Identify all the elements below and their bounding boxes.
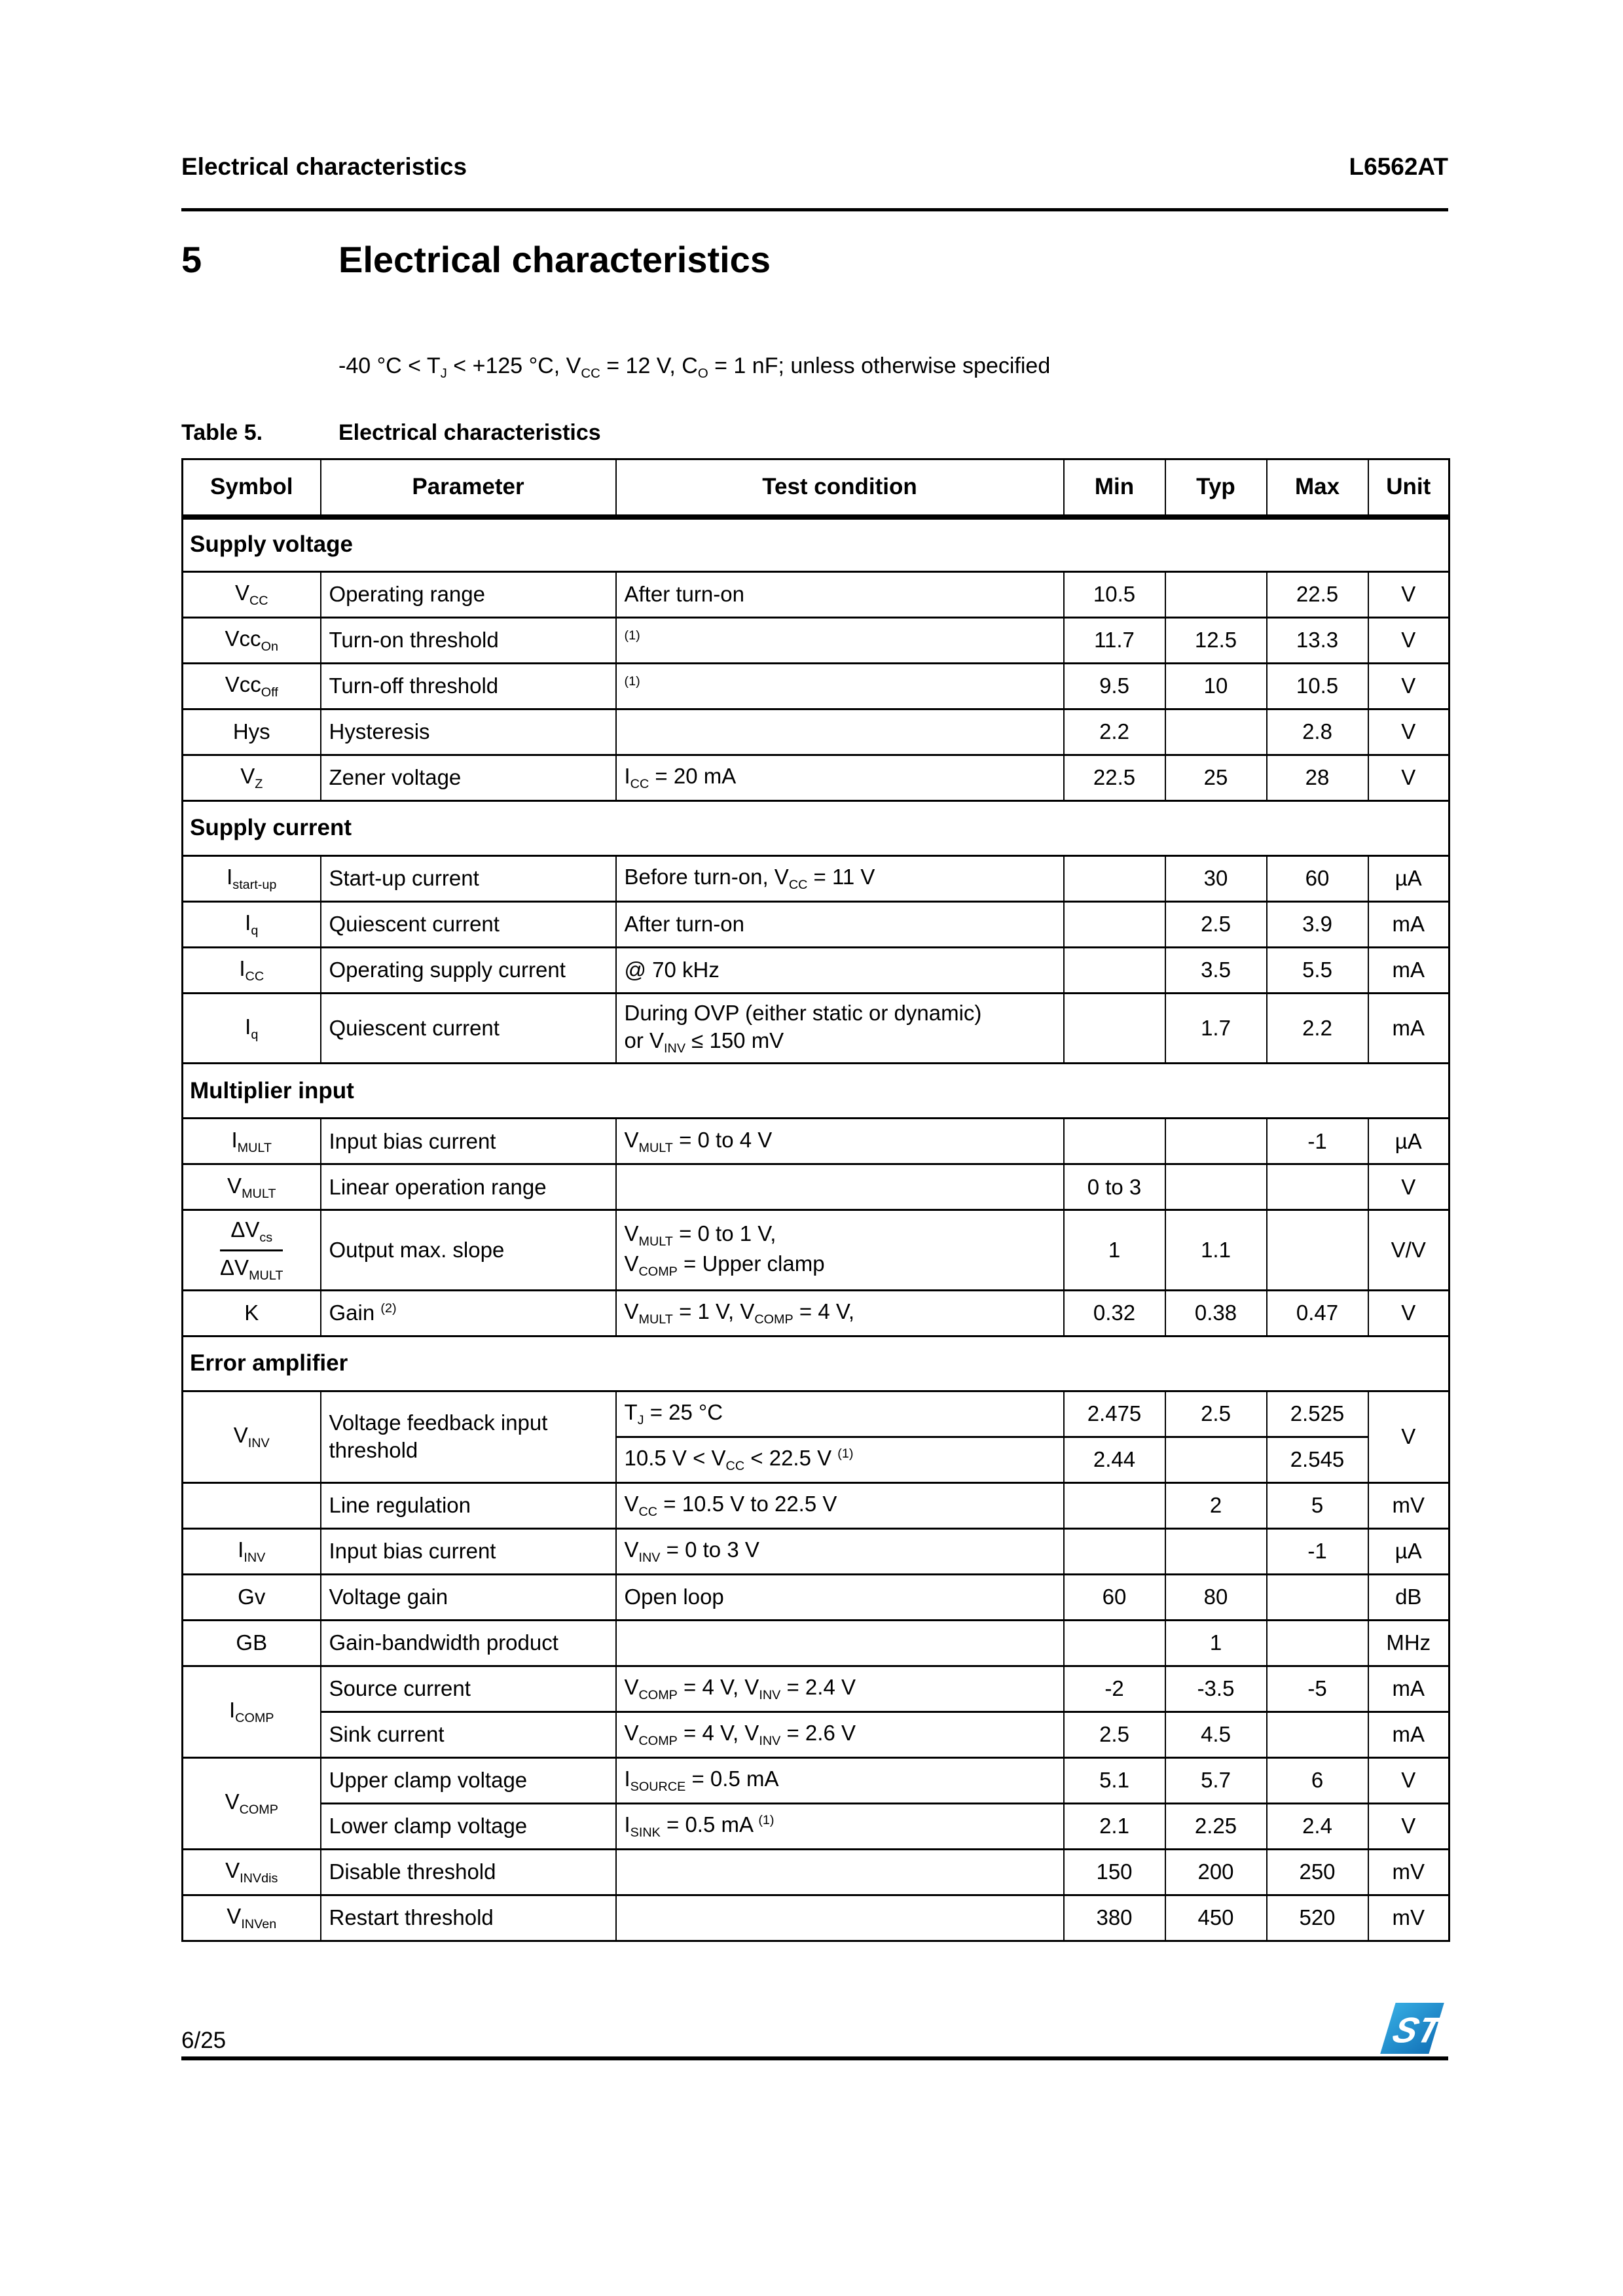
- cell: $V_{INVdis}$: [183, 1849, 321, 1895]
- cell: 380: [1064, 1895, 1165, 1941]
- cell: $I_q$: [183, 994, 321, 1064]
- cell: Vcc$_{Off}$: [183, 664, 321, 709]
- cell: $V_{INV}$: [183, 1391, 321, 1482]
- cell: [1064, 1482, 1165, 1528]
- table-row: [183, 1666, 1450, 1712]
- cell: Operating supply current: [321, 948, 616, 994]
- page-number: 6/25: [181, 2028, 227, 2053]
- cell: mA: [1368, 1666, 1450, 1712]
- cell: $V_{MULT} = 1$ V, $V_{COMP} = 4$ V,: [616, 1290, 1064, 1336]
- column-header-parameter: Parameter: [321, 459, 616, 517]
- cell: Sink current: [321, 1712, 616, 1757]
- cell: [616, 1620, 1064, 1666]
- cell: 2.5: [1064, 1712, 1165, 1757]
- cell: 13.3: [1267, 618, 1368, 664]
- table-caption-label: Table 5.: [181, 420, 263, 445]
- running-head-right: L6562AT: [1349, 153, 1448, 180]
- cell: GB: [183, 1620, 321, 1666]
- column-header-min: Min: [1064, 459, 1165, 517]
- cell: [183, 1482, 321, 1528]
- cell: Start-up current: [321, 856, 616, 902]
- cell: -2: [1064, 1666, 1165, 1712]
- column-header-typ: Typ: [1165, 459, 1267, 517]
- cell: 60: [1267, 856, 1368, 902]
- table-row: [183, 709, 1450, 755]
- cell: 2.545: [1267, 1437, 1368, 1482]
- running-head-left: Electrical characteristics: [181, 153, 467, 180]
- cell: [1064, 994, 1165, 1064]
- section-label: Error amplifier: [183, 1336, 1450, 1391]
- cell: V: [1368, 618, 1450, 664]
- cell: [1267, 1210, 1368, 1291]
- table-row: [183, 664, 1450, 709]
- chapter-title: Electrical characteristics: [338, 239, 771, 280]
- section-label: Supply current: [183, 801, 1450, 856]
- cell: Restart threshold: [321, 1895, 616, 1941]
- cell: Upper clamp voltage: [321, 1757, 616, 1803]
- cell: $I_{CC}$: [183, 948, 321, 994]
- cell: 5.1: [1064, 1757, 1165, 1803]
- cell: 2.4: [1267, 1803, 1368, 1849]
- cell: V: [1368, 709, 1450, 755]
- cell: $V_{CC} = 10.5$ V to 22.5 V: [616, 1482, 1064, 1528]
- cell: [616, 709, 1064, 755]
- cell: [1165, 572, 1267, 618]
- cell: Voltage feedback input threshold: [321, 1391, 616, 1482]
- cell: Hys: [183, 709, 321, 755]
- cell: 2.475: [1064, 1391, 1165, 1437]
- cell: mA: [1368, 902, 1450, 948]
- cell: (1): [616, 664, 1064, 709]
- cell: 9.5: [1064, 664, 1165, 709]
- cell: [1064, 902, 1165, 948]
- cell: 2.525: [1267, 1391, 1368, 1437]
- cell: Linear operation range: [321, 1164, 616, 1210]
- table-caption: [181, 420, 601, 446]
- cell: $V_{MULT}$: [183, 1164, 321, 1210]
- table-row: [183, 1803, 1450, 1849]
- cell: Disable threshold: [321, 1849, 616, 1895]
- cell: Gain $^{(2)}$: [321, 1290, 616, 1336]
- cell: 10.5 $V < V_{CC} < 22.5$ V $^{(1)}$: [616, 1437, 1064, 1482]
- cell: µA: [1368, 856, 1450, 902]
- cell: $V_{MULT} = 0$ to 4 V: [616, 1119, 1064, 1164]
- cell: $V_{CC}$: [183, 572, 321, 618]
- cell: Quiescent current: [321, 902, 616, 948]
- cell: [1064, 1528, 1165, 1574]
- cell: $I_{SINK} = 0.5$ mA $^{(1)}$: [616, 1803, 1064, 1849]
- section-row: [183, 1064, 1450, 1119]
- cell: V/V: [1368, 1210, 1450, 1291]
- cell: Turn-off threshold: [321, 664, 616, 709]
- table-row: [183, 1620, 1450, 1666]
- running-head: [181, 153, 1448, 181]
- cell: $I_{CC} = 20$ mA: [616, 755, 1064, 801]
- cell: $V_{INV} = 0$ to 3 V: [616, 1528, 1064, 1574]
- cell: [1165, 1528, 1267, 1574]
- st-logo-text: ST: [1388, 2010, 1444, 2051]
- cell: $I_{SOURCE} = 0.5$ mA: [616, 1757, 1064, 1803]
- cell: Line regulation: [321, 1482, 616, 1528]
- cell: 1: [1064, 1210, 1165, 1291]
- cell: 6: [1267, 1757, 1368, 1803]
- chapter-heading: [181, 238, 771, 281]
- cell: [1165, 709, 1267, 755]
- cell: Source current: [321, 1666, 616, 1712]
- cell: [1165, 1437, 1267, 1482]
- cell: [1064, 1119, 1165, 1164]
- column-header-max: Max: [1267, 459, 1368, 517]
- cell: $V_{COMP} = 4$ V, $V_{INV} = 2.6$ V: [616, 1712, 1064, 1757]
- cell: 5.5: [1267, 948, 1368, 994]
- cell: 0.38: [1165, 1290, 1267, 1336]
- cell: mV: [1368, 1895, 1450, 1941]
- cell: [1064, 1620, 1165, 1666]
- cell: 60: [1064, 1574, 1165, 1620]
- cell: Vcc$_{On}$: [183, 618, 321, 664]
- cell: 520: [1267, 1895, 1368, 1941]
- cell: MHz: [1368, 1620, 1450, 1666]
- column-header-test-condition: Test condition: [616, 459, 1064, 517]
- cell: [1267, 1712, 1368, 1757]
- cell: 2: [1165, 1482, 1267, 1528]
- cell: 2.2: [1064, 709, 1165, 755]
- cell: -1: [1267, 1528, 1368, 1574]
- conditions-line: -40 $^\circ C < T_J < +125$ °C, $V_{CC} = 12$ V, $C_O = 1$ nF; unless otherwise specified: [338, 353, 1051, 382]
- cell: $I_{COMP}$: [183, 1666, 321, 1757]
- st-logo-icon: [1380, 2001, 1444, 2055]
- cell: 3.9: [1267, 902, 1368, 948]
- cell: Zener voltage: [321, 755, 616, 801]
- table-row: [183, 1164, 1450, 1210]
- cell: 25: [1165, 755, 1267, 801]
- table-row: [183, 1210, 1450, 1291]
- table-row: [183, 1290, 1450, 1336]
- cell: [1267, 1620, 1368, 1666]
- cell: $V_{INVen}$: [183, 1895, 321, 1941]
- section-row: [183, 801, 1450, 856]
- cell: mA: [1368, 948, 1450, 994]
- section-label: Multiplier input: [183, 1064, 1450, 1119]
- cell: 22.5: [1267, 572, 1368, 618]
- cell: µA: [1368, 1528, 1450, 1574]
- cell: mV: [1368, 1482, 1450, 1528]
- footer-rule: [181, 2056, 1448, 2060]
- cell: Lower clamp voltage: [321, 1803, 616, 1849]
- table-row: [183, 994, 1450, 1064]
- table-wrap: [181, 458, 1450, 1942]
- cell: 10.5: [1064, 572, 1165, 618]
- table-row: [183, 1574, 1450, 1620]
- cell: 28: [1267, 755, 1368, 801]
- section-row: [183, 517, 1450, 572]
- cell: 450: [1165, 1895, 1267, 1941]
- cell: 4.5: [1165, 1712, 1267, 1757]
- table-row: [183, 618, 1450, 664]
- table-row: [183, 572, 1450, 618]
- cell: 250: [1267, 1849, 1368, 1895]
- cell: $V_Z$: [183, 755, 321, 801]
- cell: 0.47: [1267, 1290, 1368, 1336]
- cell: 10: [1165, 664, 1267, 709]
- cell: 11.7: [1064, 618, 1165, 664]
- cell: $V_{COMP} = 4$ V, $V_{INV} = 2.4$ V: [616, 1666, 1064, 1712]
- cell: After turn-on: [616, 902, 1064, 948]
- cell: 30: [1165, 856, 1267, 902]
- cell: 5.7: [1165, 1757, 1267, 1803]
- table-row: [183, 1849, 1450, 1895]
- table-row: [183, 1482, 1450, 1528]
- cell: µA: [1368, 1119, 1450, 1164]
- cell: Open loop: [616, 1574, 1064, 1620]
- cell: 10.5: [1267, 664, 1368, 709]
- cell: mA: [1368, 994, 1450, 1064]
- cell: Before turn-on, $V_{CC} = 11$ V: [616, 856, 1064, 902]
- cell: V: [1368, 1290, 1450, 1336]
- cell: [1064, 948, 1165, 994]
- table-row: [183, 856, 1450, 902]
- chapter-number: 5: [181, 239, 202, 280]
- cell: $V_{MULT} = 0$ to 1 V, $V_{COMP}$ = Upper clamp: [616, 1210, 1064, 1291]
- cell: 5: [1267, 1482, 1368, 1528]
- table-row: [183, 755, 1450, 801]
- table-row: [183, 902, 1450, 948]
- table-row: [183, 1757, 1450, 1803]
- cell: @ 70 kHz: [616, 948, 1064, 994]
- cell: During OVP (either static or dynamic) or $V_{INV} \le 150$ mV: [616, 994, 1064, 1064]
- cell: [1267, 1574, 1368, 1620]
- cell: 2.2: [1267, 994, 1368, 1064]
- table-row: [183, 1391, 1450, 1437]
- cell: [1064, 856, 1165, 902]
- cell: mA: [1368, 1712, 1450, 1757]
- cell: -1: [1267, 1119, 1368, 1164]
- table-row: [183, 1712, 1450, 1757]
- cell: -3.5: [1165, 1666, 1267, 1712]
- cell: K: [183, 1290, 321, 1336]
- table-header-row: [183, 459, 1450, 517]
- cell: 2.8: [1267, 709, 1368, 755]
- cell: V: [1368, 755, 1450, 801]
- table-row: [183, 1528, 1450, 1574]
- cell: Input bias current: [321, 1528, 616, 1574]
- cell: 200: [1165, 1849, 1267, 1895]
- cell: V: [1368, 664, 1450, 709]
- cell: V: [1368, 572, 1450, 618]
- cell: [616, 1895, 1064, 1941]
- cell: 0 to 3: [1064, 1164, 1165, 1210]
- table-row: [183, 948, 1450, 994]
- cell: [616, 1849, 1064, 1895]
- cell: dB: [1368, 1574, 1450, 1620]
- cell: Hysteresis: [321, 709, 616, 755]
- spec-table: [181, 458, 1450, 1942]
- cell: -5: [1267, 1666, 1368, 1712]
- cell: 3.5: [1165, 948, 1267, 994]
- cell: (1): [616, 618, 1064, 664]
- table-caption-title: Electrical characteristics: [338, 420, 601, 445]
- st-logo: [1380, 2001, 1444, 2055]
- cell: Output max. slope: [321, 1210, 616, 1291]
- cell: V: [1368, 1391, 1450, 1482]
- cell: Input bias current: [321, 1119, 616, 1164]
- spec-table-body: [183, 517, 1450, 1941]
- cell: [1267, 1164, 1368, 1210]
- cell: [616, 1164, 1064, 1210]
- cell: 2.25: [1165, 1803, 1267, 1849]
- cell: $V_{COMP}$: [183, 1757, 321, 1849]
- cell: V: [1368, 1803, 1450, 1849]
- cell: After turn-on: [616, 572, 1064, 618]
- section-row: [183, 1336, 1450, 1391]
- cell: Voltage gain: [321, 1574, 616, 1620]
- cell: $\frac{\Delta V_{cs}}{\Delta V_{MULT}}$: [183, 1210, 321, 1291]
- cell: 1: [1165, 1620, 1267, 1666]
- cell: mV: [1368, 1849, 1450, 1895]
- cell: 2.5: [1165, 1391, 1267, 1437]
- header-rule: [181, 208, 1448, 211]
- cell: Quiescent current: [321, 994, 616, 1064]
- cell: 1.1: [1165, 1210, 1267, 1291]
- cell: 80: [1165, 1574, 1267, 1620]
- cell: [1165, 1164, 1267, 1210]
- cell: $I_q$: [183, 902, 321, 948]
- cell: 1.7: [1165, 994, 1267, 1064]
- cell: 12.5: [1165, 618, 1267, 664]
- cell: $I_{start-up}$: [183, 856, 321, 902]
- cell: V: [1368, 1164, 1450, 1210]
- cell: $I_{MULT}$: [183, 1119, 321, 1164]
- cell: Turn-on threshold: [321, 618, 616, 664]
- column-header-unit: Unit: [1368, 459, 1450, 517]
- cell: $T_J = 25$ °C: [616, 1391, 1064, 1437]
- cell: V: [1368, 1757, 1450, 1803]
- cell: $I_{INV}$: [183, 1528, 321, 1574]
- cell: 150: [1064, 1849, 1165, 1895]
- table-row: [183, 1895, 1450, 1941]
- cell: Gain-bandwidth product: [321, 1620, 616, 1666]
- cell: 22.5: [1064, 755, 1165, 801]
- cell: 2.44: [1064, 1437, 1165, 1482]
- column-header-symbol: Symbol: [183, 459, 321, 517]
- cell: 2.5: [1165, 902, 1267, 948]
- cell: Operating range: [321, 572, 616, 618]
- cell: Gv: [183, 1574, 321, 1620]
- cell: 2.1: [1064, 1803, 1165, 1849]
- section-label: Supply voltage: [183, 517, 1450, 572]
- table-row: [183, 1119, 1450, 1164]
- cell: 0.32: [1064, 1290, 1165, 1336]
- cell: [1165, 1119, 1267, 1164]
